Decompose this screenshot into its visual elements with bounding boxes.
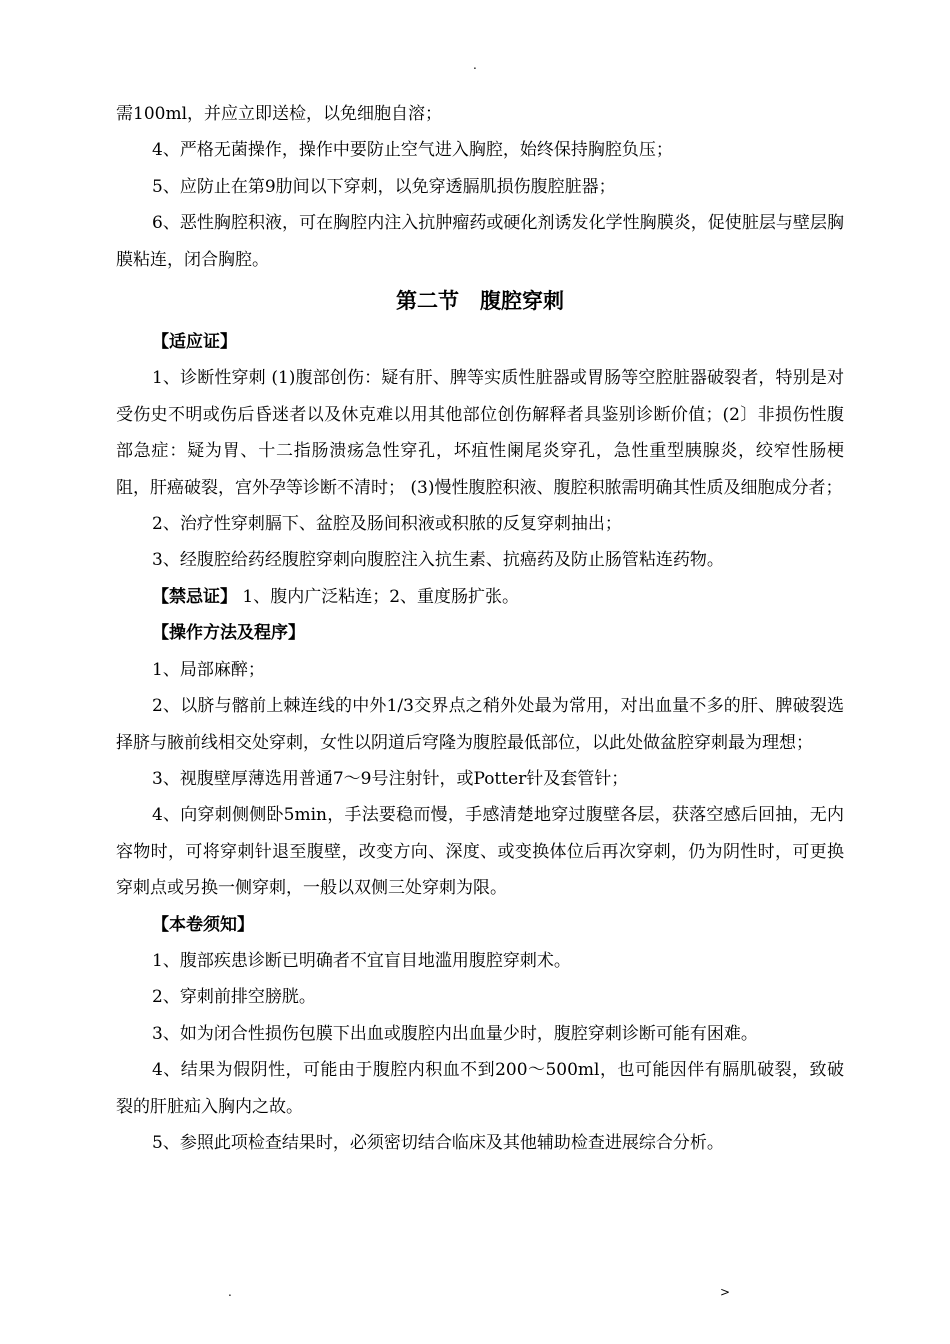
contraindications-text: 1、腹内广泛粘连；2、重度肠扩张。 <box>237 586 520 607</box>
notes-paragraph-1: 1、腹部疾患诊断已明确者不宜盲目地滥用腹腔穿刺术。 <box>152 950 571 971</box>
notes-heading: 【本卷须知】 <box>152 914 254 935</box>
notes-paragraph-4: 4、结果为假阴性，可能由于腹腔内积血不到200～500ml，也可能因伴有膈肌破裂，致破裂的肝脏疝入胸内之故。 <box>116 1060 844 1117</box>
continuation-paragraph-4: 6、恶性胸腔积液，可在胸腔内注入抗肿瘤药或硬化剂诱发化学性胸膜炎，促使脏层与壁层胸膜粘连，闭合胸腔。 <box>116 213 844 270</box>
document-body <box>116 96 844 1161</box>
indications-heading: 【适应证】 <box>152 332 237 353</box>
continuation-paragraph-2: 4、严格无菌操作，操作中要防止空气进入胸腔，始终保持胸腔负压； <box>152 140 673 161</box>
procedure-paragraph-2: 2、以脐与髂前上棘连线的中外1/3交界点之稍外处最为常用，对出血量不多的肝、脾破裂选择脐与腋前线相交处穿刺，女性以阴道后穹隆为腹腔最低部位，以此处做盆腔穿刺最为理想； <box>116 696 844 753</box>
indications-paragraph-2: 2、治疗性穿刺膈下、盆腔及肠间积液或积脓的反复穿刺抽出； <box>152 514 622 535</box>
notes-paragraph-3: 3、如为闭合性损伤包膜下出血或腹腔内出血量少时，腹腔穿刺诊断可能有困难。 <box>152 1023 758 1044</box>
procedure-paragraph-3: 3、视腹壁厚薄选用普通7～9号注射针，或Potter针及套管针； <box>152 768 629 789</box>
procedure-heading: 【操作方法及程序】 <box>152 623 305 644</box>
contraindications-heading: 【禁忌证】 <box>152 586 237 607</box>
notes-paragraph-5: 5、参照此项检查结果时，必须密切结合临床及其他辅助检查进展综合分析。 <box>152 1132 724 1153</box>
notes-paragraph-2: 2、穿刺前排空膀胱。 <box>152 987 316 1008</box>
section-title: 第二节 腹腔穿刺 <box>396 289 564 314</box>
continuation-paragraph-1: 需100ml，并应立即送检，以免细胞自溶； <box>116 104 443 124</box>
contraindications-paragraph <box>116 579 844 615</box>
indications-paragraph-1: 1、诊断性穿刺 (1)腹部创伤：疑有肝、脾等实质性脏器或胃肠等空腔脏器破裂者，特别是对受伤史不明或伤后昏迷者以及休克难以用其他部位创伤解释者具鉴别诊断价值；(2〕非损伤性腹部急症：疑为胃、十二指肠溃疡急性穿孔，坏疽性阑尾炎穿孔，急性重型胰腺炎，绞窄性肠梗阻，肝癌破裂，宫外孕等诊断不清时； (3)慢性腹腔积液、腹腔积脓需明确其性质及细胞成分者； <box>116 368 844 498</box>
top-dot-mark: . <box>473 58 477 72</box>
continuation-paragraph-3: 5、应防止在第9肋间以下穿刺，以免穿透膈肌损伤腹腔脏器； <box>152 176 616 197</box>
indications-paragraph-3: 3、经腹腔给药经腹腔穿刺向腹腔注入抗生素、抗癌药及防止肠管粘连药物。 <box>152 550 724 571</box>
footer-dot-mark: . <box>228 1285 232 1299</box>
procedure-paragraph-4: 4、向穿刺侧侧卧5min，手法要稳而慢，手感清楚地穿过腹壁各层，获落空感后回抽，无内容物时，可将穿刺针退至腹壁，改变方向、深度、或变换体位后再次穿刺，仍为阴性时，可更换穿刺点或另换一侧穿刺，一般以双侧三处穿刺为限。 <box>116 805 844 899</box>
footer-arrow-mark: > <box>720 1285 731 1299</box>
procedure-paragraph-1: 1、局部麻醉； <box>152 659 265 680</box>
